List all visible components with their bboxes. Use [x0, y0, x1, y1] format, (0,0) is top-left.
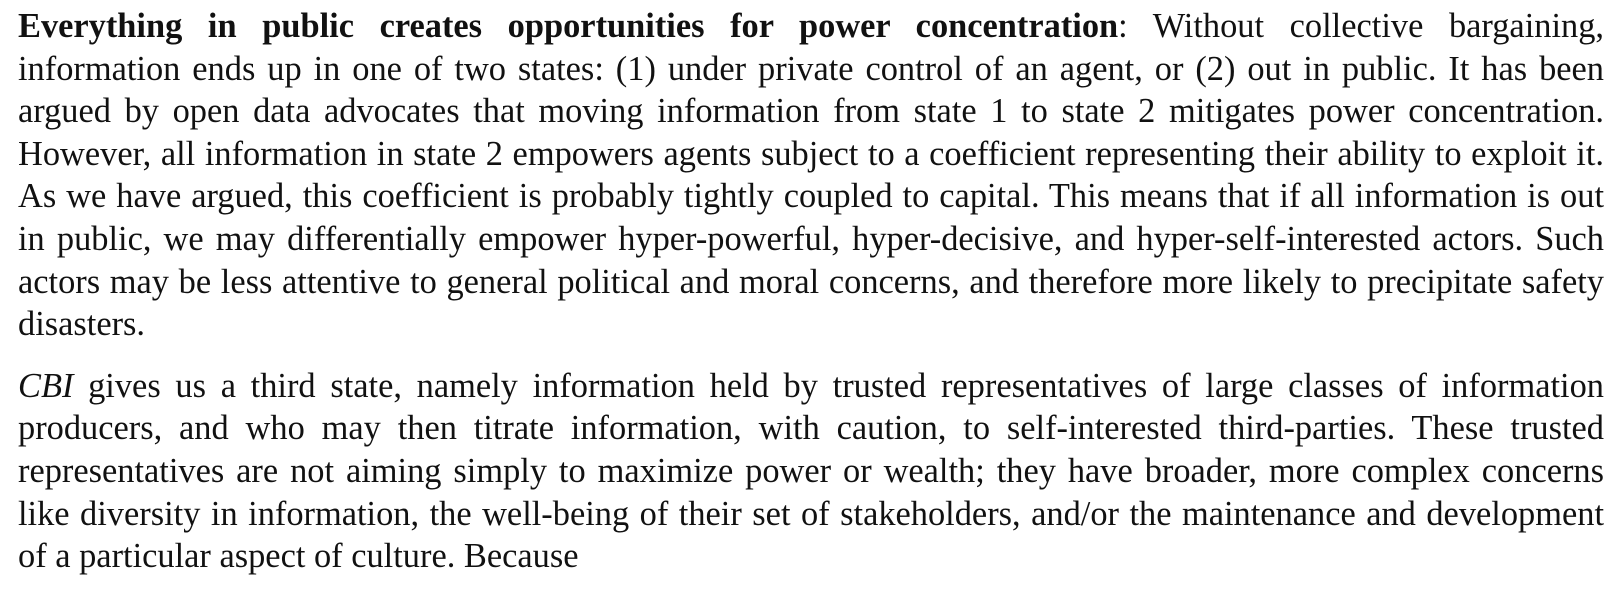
paragraph-text: gives us a third state, namely information held by trusted representatives of large classes of information producers, and who may then titrate information, with caution, to self-interested third-parties. These trusted representatives are not aiming simply to maximize power or wealth; they have broader, more complex concerns like diversity in information, the well-being of their set of stakeholders, and/or the maintenance and development of a particular aspect of culture. Because	[18, 366, 1604, 576]
paragraph-power-concentration	[18, 0, 1604, 346]
paragraph-cbi-third-state	[18, 365, 1604, 578]
paragraph-lead-heading: Everything in public creates opportunities for power concentration	[18, 7, 1119, 45]
paragraph-lead-term: CBI	[18, 366, 74, 405]
paragraph-text: : Without collective bargaining, information ends up in one of two states: (1) under private control of an agent, or (2) out in public. It has been argued by open data advocates that moving information from state 1 to state 2 mitigates power concentration. However, all information in state 2 empowers agents subject to a coefficient representing their ability to exploit it. As we have argued, this coefficient is probably tightly coupled to capital. This means that if all information is out in public, we may differentially empower hyper-powerful, hyper-decisive, and hyper-self-interested actors. Such actors may be less attentive to general political and moral concerns, and therefore more likely to precipitate safety disasters.	[18, 7, 1604, 344]
paper-body	[18, 0, 1604, 578]
